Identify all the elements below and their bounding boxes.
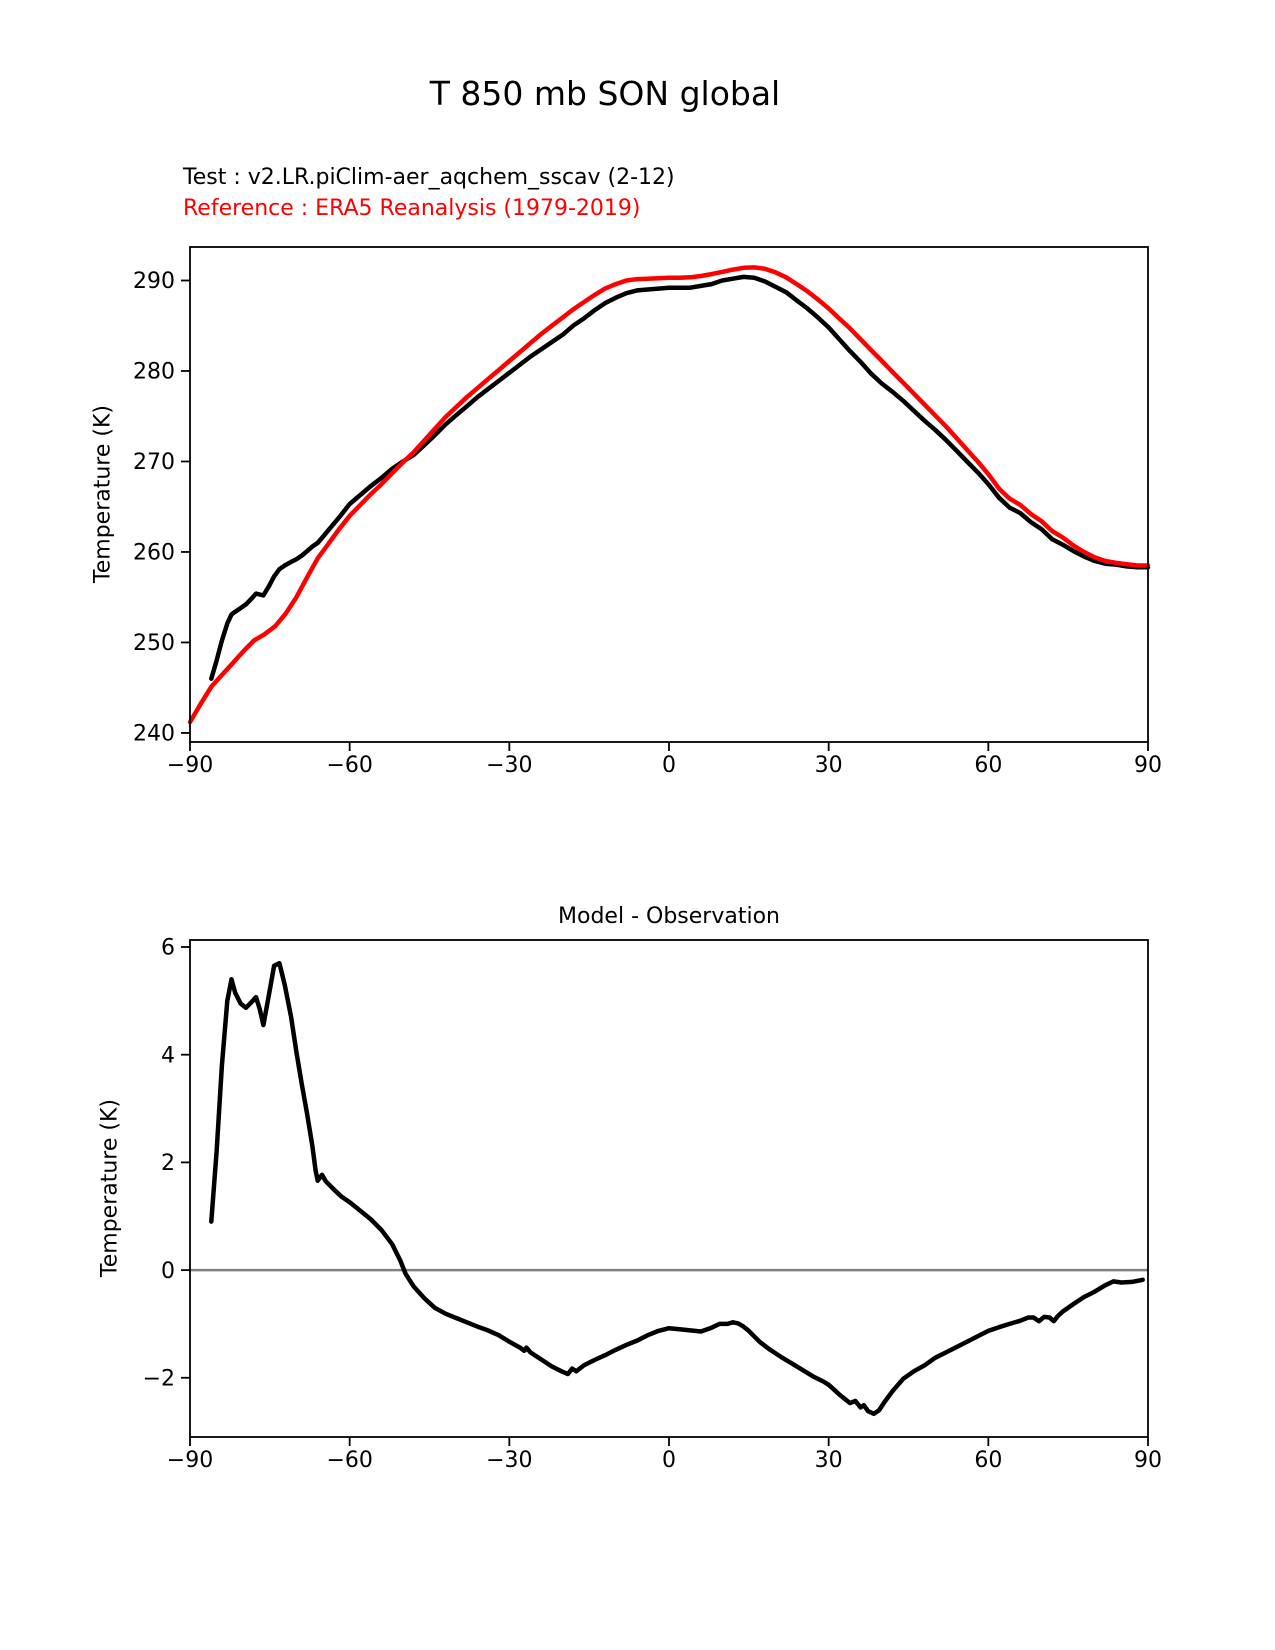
bottom-plot-title: Model - Observation [558,904,780,929]
model-line [211,277,1148,679]
figure-title: T 850 mb SON global [429,74,781,113]
y-tick-label: 260 [133,540,175,566]
top-plot-y-axis-title: Temperature (K) [90,405,116,583]
x-tick-label: 60 [974,1448,1003,1474]
x-tick-label: 90 [1134,1448,1162,1474]
y-tick-label: 270 [133,450,175,476]
y-tick-label: 280 [133,359,175,385]
y-tick-label: 250 [133,631,175,657]
x-tick-label: −30 [486,753,533,779]
x-tick-label: −90 [166,753,214,779]
top-plot-area [133,247,1162,778]
x-tick-label: 30 [814,753,843,779]
y-tick-label: 4 [161,1043,175,1069]
test-run-label: Test : v2.LR.piClim-aer_aqchem_sscav (2-12) [183,165,675,190]
x-tick-label: −60 [326,753,373,779]
bottom-plot-area [143,936,1162,1474]
x-tick-label: 90 [1134,753,1162,779]
reference-line [190,267,1148,722]
x-tick-label: 30 [814,1448,843,1474]
y-tick-label: 290 [133,269,175,295]
y-tick-label: 240 [133,721,175,747]
y-tick-label: 2 [161,1151,175,1177]
reference-run-label: Reference : ERA5 Reanalysis (1979-2019) [183,196,641,221]
bottom-plot-y-axis-title: Temperature (K) [97,1099,123,1277]
y-tick-label: −2 [142,1366,175,1392]
x-tick-label: 0 [662,1448,676,1474]
x-tick-label: −60 [326,1448,373,1474]
x-tick-label: 60 [974,753,1003,779]
y-tick-label: 0 [161,1258,175,1284]
x-tick-label: −90 [166,1448,214,1474]
y-tick-label: 6 [161,935,175,961]
x-tick-label: 0 [662,753,676,779]
difference-line [211,963,1142,1414]
x-tick-label: −30 [486,1448,533,1474]
